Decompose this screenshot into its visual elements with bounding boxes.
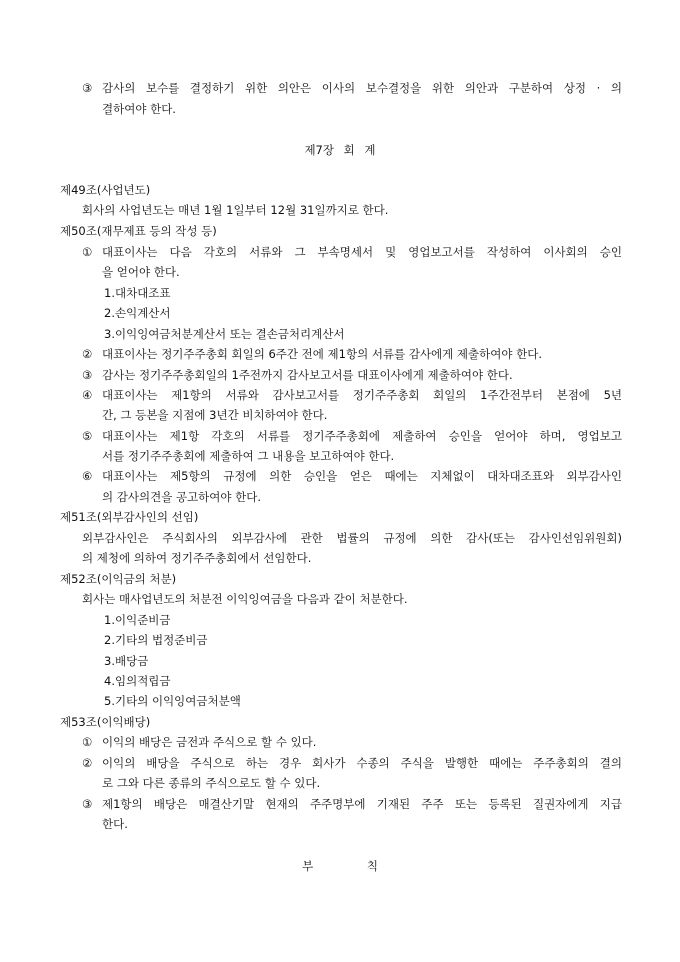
- sub-item: 1.이익준비금: [104, 613, 171, 627]
- sub-item: 4.임의적립금: [104, 674, 171, 688]
- article-title: 제49조(사업년도): [60, 183, 151, 197]
- sub-item: 2.손익계산서: [104, 306, 171, 320]
- sub-item: 2.기타의 법정준비금: [104, 633, 208, 647]
- item-number: ②: [82, 756, 93, 770]
- item-number: ⑤: [82, 429, 93, 443]
- item-text-line: 감사의 보수를 결정하기 위한 의안은 이사의 보수결정을 위한 의안과 구분하여 상정 · 의: [102, 81, 622, 95]
- article-body: 회사는 매사업년도의 처분전 이익잉여금을 다음과 같이 처분한다.: [82, 592, 408, 606]
- item-text-line: 간, 그 등본을 지점에 3년간 비치하여야 한다.: [102, 408, 328, 422]
- item-number: ①: [82, 245, 93, 259]
- item-text-line: 감사는 정기주주총회일의 1주전까지 감사보고서를 대표이사에게 제출하여야 한다.: [102, 368, 513, 382]
- item-text-line: 대표이사는 다음 각호의 서류와 그 부속명세서 및 영업보고서를 작성하여 이사회의 승인: [102, 245, 622, 259]
- item-number: ③: [82, 81, 93, 95]
- item-number: ⑥: [82, 469, 93, 483]
- article-body: 외부감사인은 주식회사의 외부감사에 관한 법률의 규정에 의한 감사(또는 감사인선임위원회): [82, 531, 622, 545]
- item-text-line: 대표이사는 제1항 각호의 서류를 정기주주총회에 제출하여 승인을 얻어야 하며, 영업보고: [102, 429, 622, 443]
- chapter-title: 제7장 회 계: [304, 143, 376, 157]
- item-text-line: 이익의 배당은 금전과 주식으로 할 수 있다.: [102, 735, 317, 749]
- item-text-line: 제1항의 배당은 매결산기말 현재의 주주명부에 기재된 주주 또는 등록된 질권자에게 지급: [102, 797, 622, 811]
- item-number: ③: [82, 797, 93, 811]
- sub-item: 5.기타의 이익잉여금처분액: [104, 694, 241, 708]
- article-title: 제50조(재무제표 등의 작성 등): [60, 224, 217, 238]
- item-text-line: 대표이사는 정기주주총회 회일의 6주간 전에 제1항의 서류를 감사에게 제출하여야 한다.: [102, 347, 542, 361]
- item-number: ③: [82, 368, 93, 382]
- article-title: 제51조(외부감사인의 선임): [60, 510, 199, 524]
- item-text-line: 서를 정기주주총회에 제출하여 그 내용을 보고하여야 한다.: [102, 449, 395, 463]
- sub-item: 3.배당금: [104, 654, 149, 668]
- item-text-line: 대표이사는 제1항의 서류와 감사보고서를 정기주주총회 회일의 1주간전부터 본점에 5년: [102, 388, 622, 402]
- item-text-line: 을 얻어야 한다.: [102, 265, 180, 279]
- item-number: ②: [82, 347, 93, 361]
- supplement-title: 부 칙: [302, 859, 378, 873]
- item-text-line: 로 그와 다른 종류의 주식으로도 할 수 있다.: [102, 776, 321, 790]
- item-number: ①: [82, 735, 93, 749]
- item-text-line: 한다.: [102, 817, 128, 831]
- article-title: 제52조(이익금의 처분): [60, 572, 177, 586]
- item-text-line: 이익의 배당을 주식으로 하는 경우 회사가 수종의 주식을 발행한 때에는 주주총회의 결의: [102, 756, 622, 770]
- article-body: 의 제청에 의하여 정기주주총회에서 선임한다.: [82, 551, 312, 565]
- item-text-line: 의 감사의견을 공고하여야 한다.: [102, 490, 262, 504]
- article-body: 회사의 사업년도는 매년 1월 1일부터 12월 31일까지로 한다.: [82, 203, 389, 217]
- sub-item: 1.대차대조표: [104, 286, 171, 300]
- sub-item: 3.이익잉여금처분계산서 또는 결손금처리계산서: [104, 327, 345, 341]
- item-text-line: 결하여야 한다.: [102, 102, 176, 116]
- item-number: ④: [82, 388, 93, 402]
- item-text-line: 대표이사는 제5항의 규정에 의한 승인을 얻은 때에는 지체없이 대차대조표와 외부감사인: [102, 469, 622, 483]
- article-title: 제53조(이익배당): [60, 715, 151, 729]
